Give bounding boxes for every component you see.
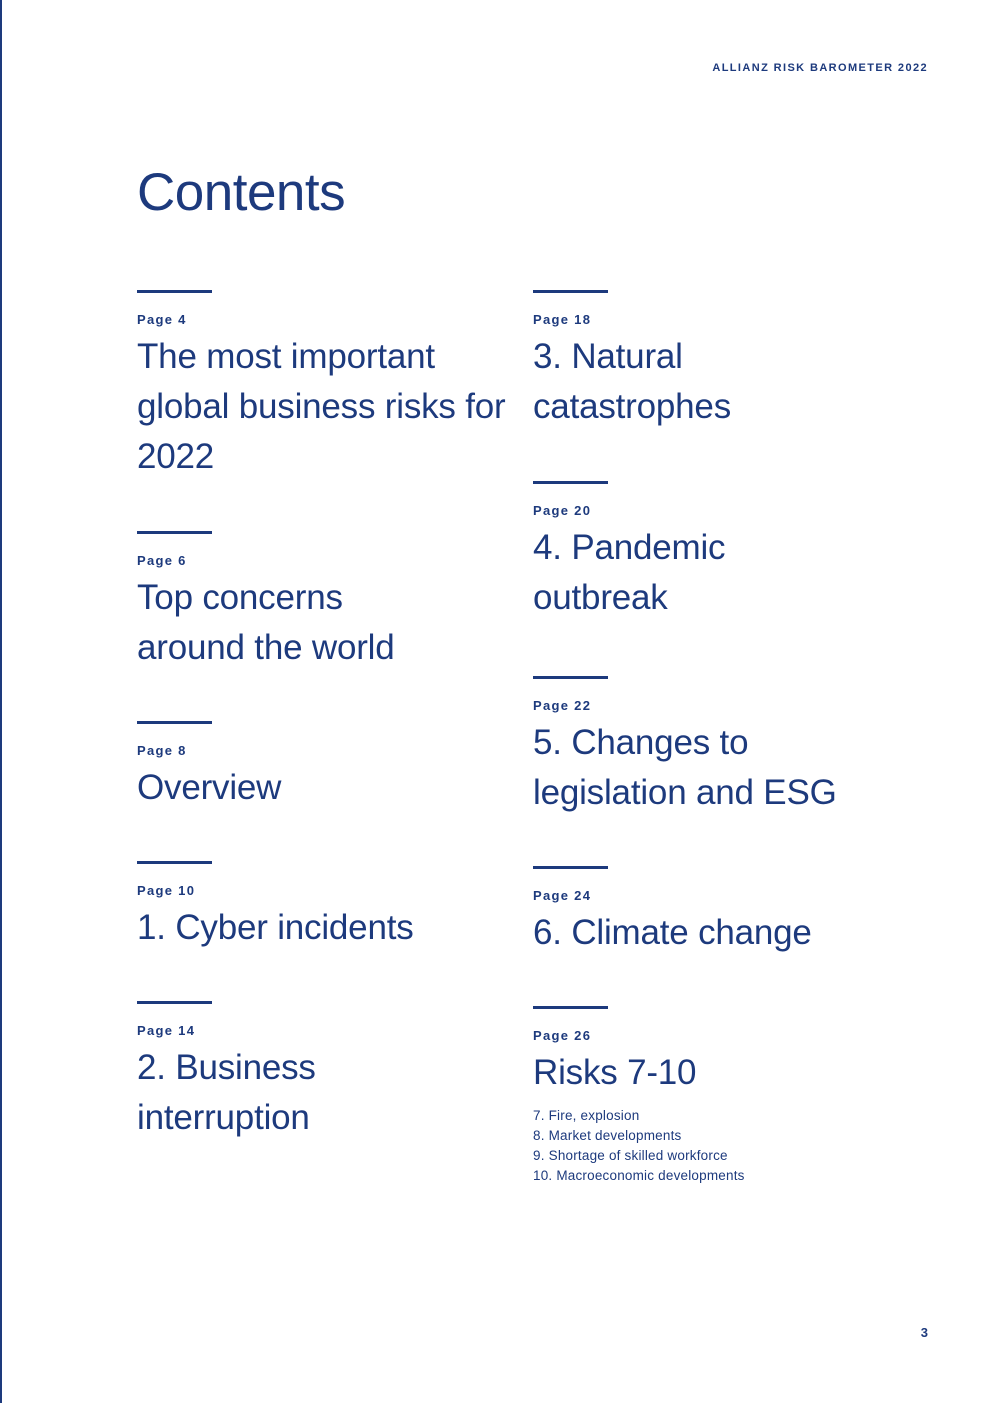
entry-title: The most important global business risks for 2022 xyxy=(137,337,506,476)
entry-page-label: Page 24 xyxy=(533,888,592,903)
toc-entry-page-6[interactable] xyxy=(137,531,457,673)
toc-entry-page-24[interactable] xyxy=(533,866,913,958)
contents-title: Contents xyxy=(137,163,346,222)
entry-title: 3. Natural catastrophes xyxy=(533,337,731,426)
entry-title: 6. Climate change xyxy=(533,913,812,952)
risks-sub-list xyxy=(533,1106,913,1186)
entry-page-label: Page 6 xyxy=(137,553,187,568)
toc-entry-page-14[interactable] xyxy=(137,1001,397,1143)
entry-page-label: Page 18 xyxy=(533,312,592,327)
entry-page-label: Page 4 xyxy=(137,312,187,327)
entry-page-label: Page 26 xyxy=(533,1028,592,1043)
toc-entry-page-18[interactable] xyxy=(533,290,833,432)
entry-title: 5. Changes to legislation and ESG xyxy=(533,723,837,812)
entry-divider xyxy=(533,1006,608,1009)
entry-title: 2. Business interruption xyxy=(137,1048,316,1137)
toc-entry-page-8[interactable] xyxy=(137,721,517,813)
entry-title: 1. Cyber incidents xyxy=(137,908,414,947)
entry-page-label: Page 22 xyxy=(533,698,592,713)
sub-list-item: 7. Fire, explosion xyxy=(533,1108,640,1123)
entry-divider xyxy=(137,290,212,293)
sub-list-item: 9. Shortage of skilled workforce xyxy=(533,1148,728,1163)
entry-page-label: Page 20 xyxy=(533,503,592,518)
sub-list-item: 10. Macroeconomic developments xyxy=(533,1168,745,1183)
toc-entry-page-4[interactable] xyxy=(137,290,517,482)
entry-page-label: Page 8 xyxy=(137,743,187,758)
page-number: 3 xyxy=(920,1325,928,1340)
toc-entry-page-10[interactable] xyxy=(137,861,517,953)
entry-divider xyxy=(137,531,212,534)
sub-list-item: 8. Market developments xyxy=(533,1128,682,1143)
entry-title: Risks 7-10 xyxy=(533,1053,697,1092)
toc-entry-page-26[interactable] xyxy=(533,1006,913,1186)
publication-header: ALLIANZ RISK BAROMETER 2022 xyxy=(712,62,928,74)
entry-page-label: Page 14 xyxy=(137,1023,196,1038)
page-edge-line xyxy=(0,0,2,1403)
entry-divider xyxy=(137,861,212,864)
entry-divider xyxy=(533,866,608,869)
entry-page-label: Page 10 xyxy=(137,883,196,898)
toc-entry-page-20[interactable] xyxy=(533,481,793,623)
entry-divider xyxy=(533,290,608,293)
entry-divider xyxy=(533,676,608,679)
entry-title: 4. Pandemic outbreak xyxy=(533,528,726,617)
entry-divider xyxy=(137,721,212,724)
entry-divider xyxy=(137,1001,212,1004)
toc-entry-page-22[interactable] xyxy=(533,676,893,818)
entry-divider xyxy=(533,481,608,484)
entry-title: Top concerns around the world xyxy=(137,578,395,667)
entry-title: Overview xyxy=(137,768,282,807)
